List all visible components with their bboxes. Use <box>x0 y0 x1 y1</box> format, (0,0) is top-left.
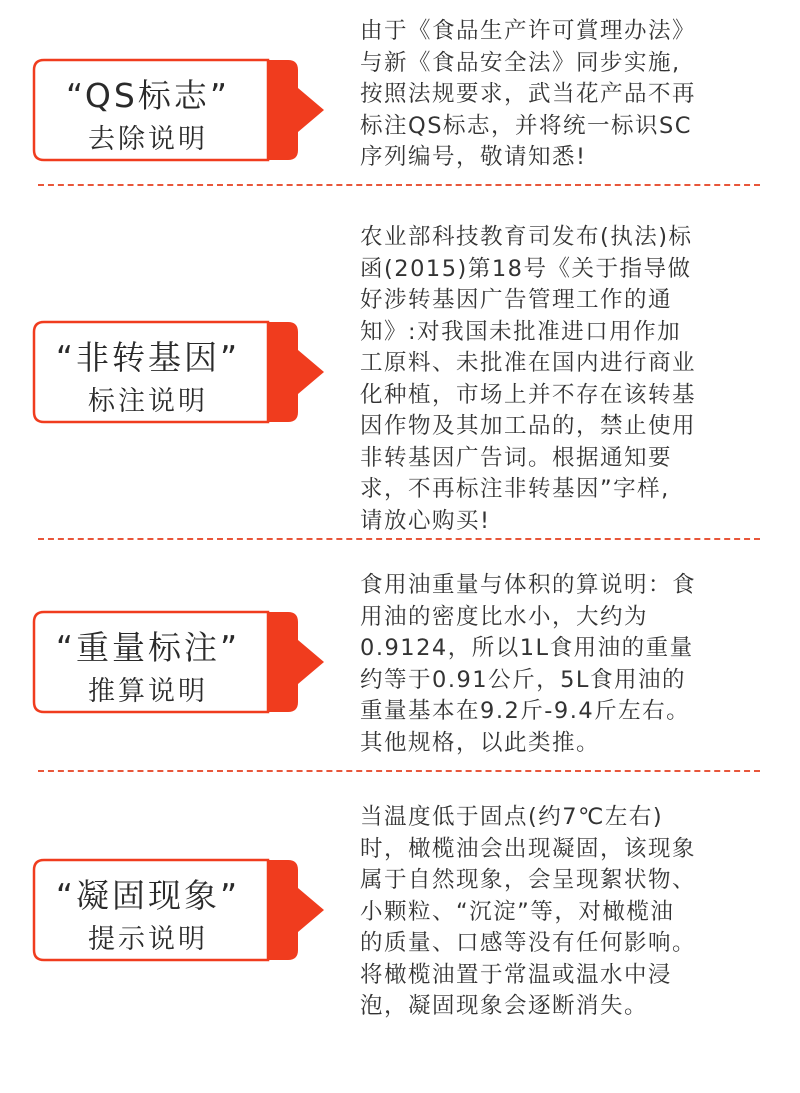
label-box-solidification <box>32 858 328 962</box>
dashed-divider <box>38 538 760 540</box>
section-subtitle: 标注说明 <box>88 386 208 417</box>
dashed-divider <box>38 184 760 186</box>
section-subtitle: 提示说明 <box>88 924 208 955</box>
section-qs-mark <box>0 0 800 180</box>
label-box-non-gmo <box>32 320 328 424</box>
section-description: 农业部科技教育司发布(执法)标 函(2015)第18号《关于指导做 好涉转基因广告管理工作的通 知》:对我国未批准进口用作加 工原料、未批准在国内进行商业 化种植，市场上并不存在该转基 因作物及其加工品的，禁止使用 非转基因广告词。根据通知要 求，不再标注非转基因”字样, 请放心购买! <box>360 224 697 534</box>
section-title: “QS标志” <box>66 76 230 115</box>
section-description: 由于《食品生产许可賞理办法》 与新《食品安全法》同步实施, 按照法规要求，武当花产品不再 标注QS标志，并将统一标识SC 序列编号，敬请知悉! <box>360 18 697 170</box>
section-description: 当温度低于固点(约7℃左右) 时，橄榄油会出现凝固，该现象 属于自然现象，会呈现絮状物、 小颗粒、“沉淀”等，对橄榄油 的质量、口感等没有任何影响。 将橄榄油置于常温或温水中浸 泡，凝固现象会逐断消失。 <box>360 804 697 1019</box>
section-subtitle: 推算说明 <box>88 676 208 707</box>
label-box-weight <box>32 610 328 714</box>
section-description: 食用油重量与体积的算说明：食 用油的密度比水小，大约为 0.9124，所以1L食用油的重量 约等于0.91公斤，5L食用油的 重量基本在9.2斤-9.4斤左右。 其他规格，以此类推。 <box>360 572 697 756</box>
section-title: “凝固现象” <box>55 876 241 915</box>
section-solidification <box>0 775 800 1035</box>
section-subtitle: 去除说明 <box>88 124 208 155</box>
section-non-gmo <box>0 190 800 535</box>
section-weight <box>0 545 800 765</box>
dashed-divider <box>38 770 760 772</box>
section-title: “非转基因” <box>55 338 241 377</box>
label-box-qs <box>32 58 328 162</box>
section-title: “重量标注” <box>55 628 241 667</box>
